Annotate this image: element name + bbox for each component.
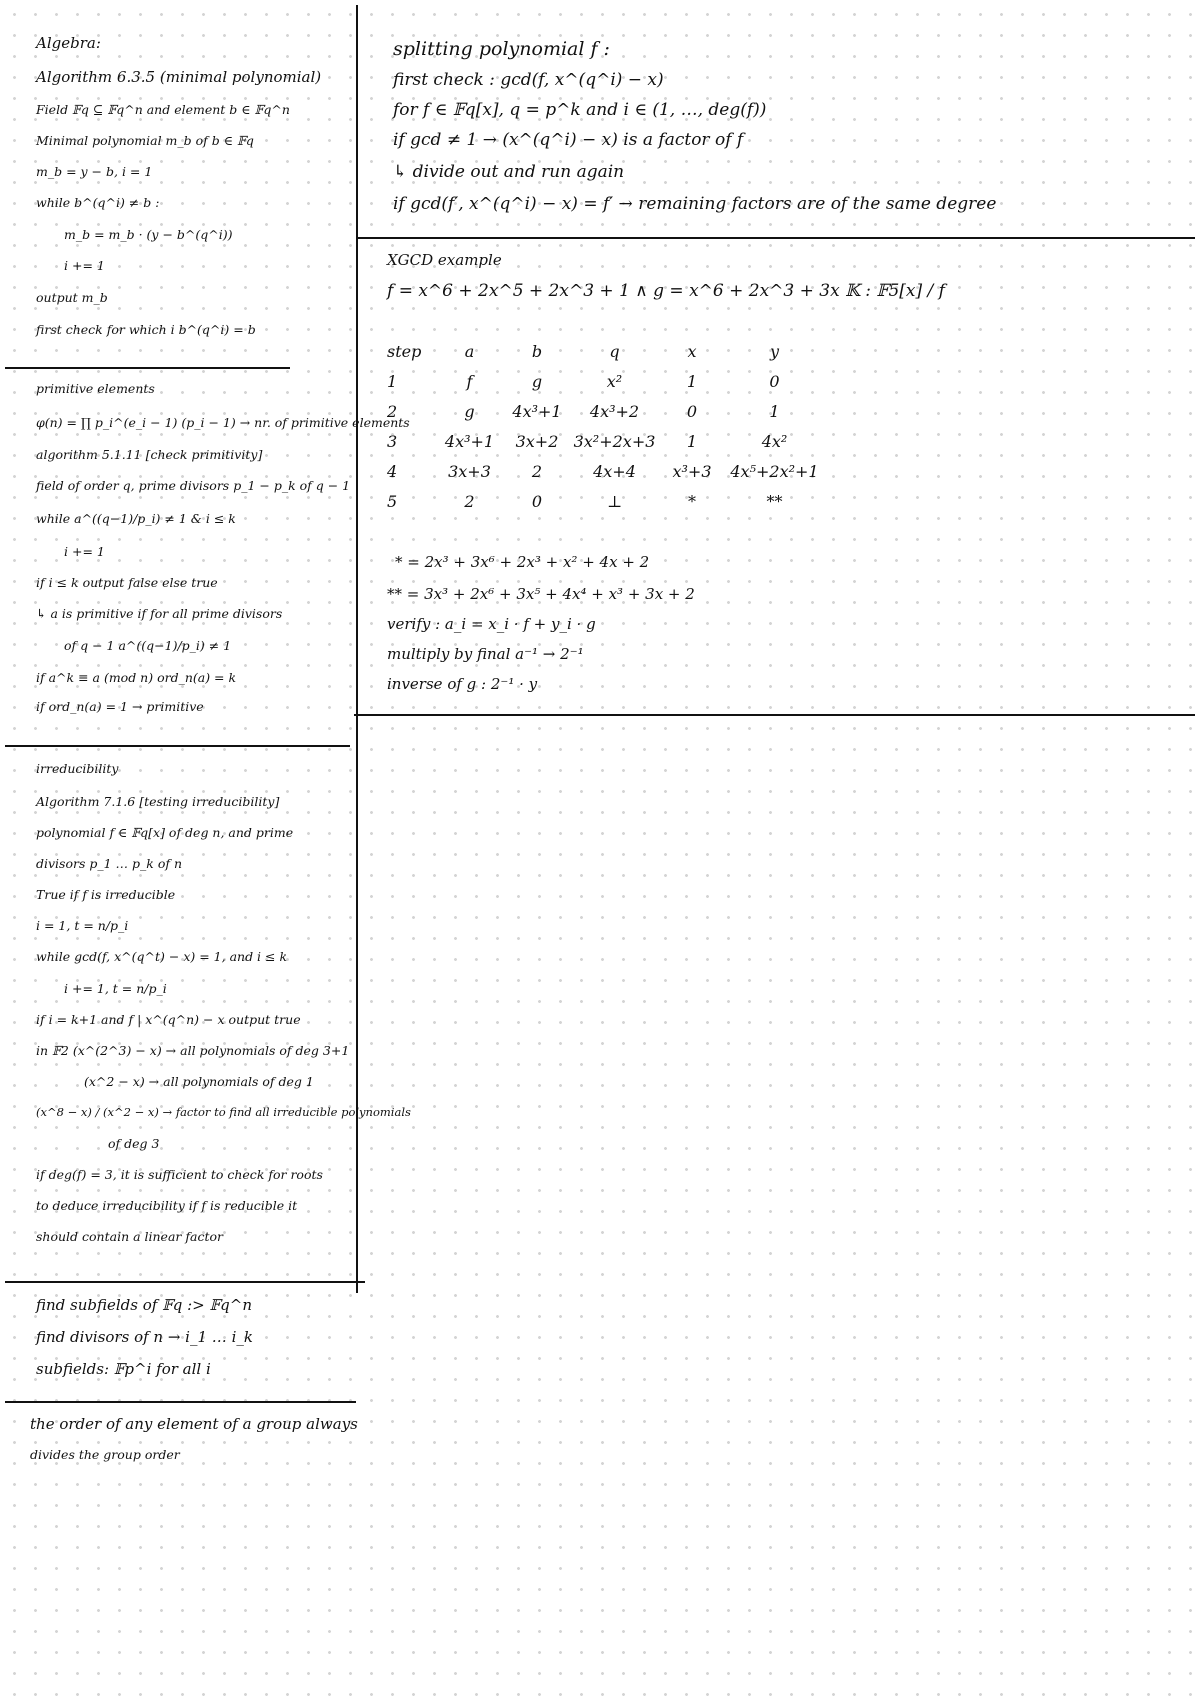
table-row [387, 396, 822, 426]
algorithm-title: Algorithm 6.3.5 (minimal polynomial) [36, 68, 322, 86]
note-line: if ord_n(a) = 1 → primitive [36, 699, 204, 714]
table-cell: 3x+3 [448, 461, 491, 481]
table-cell: 5 [387, 491, 398, 511]
table-row [387, 426, 822, 456]
note-line: inverse of g : 2⁻¹ · y [387, 675, 538, 693]
note-line: divides the group order [30, 1447, 180, 1462]
table-cell: 1 [686, 371, 698, 391]
note-line: subfields: 𝔽p^i for all i [36, 1360, 211, 1378]
algorithm-title: algorithm 5.1.11 [check primitivity] [36, 447, 263, 462]
section-heading: primitive elements [36, 381, 155, 396]
column-header: b [531, 341, 543, 361]
table-cell: 1 [769, 401, 780, 421]
primitive-elements-section [36, 381, 410, 723]
note-line: divisors p_1 … p_k of n [36, 856, 182, 871]
table-header-row [387, 336, 822, 366]
note-line: while gcd(f, x^(q^t) − x) = 1, and i ≤ k [36, 949, 288, 964]
xgcd-definition: f = x^6 + 2x^5 + 2x^3 + 1 ∧ g = x^6 + 2x^3 + 3x 𝕂 : 𝔽5[x] / f [387, 281, 945, 301]
table-cell: 2 [464, 491, 475, 511]
table-cell: 4 [387, 461, 398, 481]
divider-after-subfields [5, 1401, 356, 1403]
note-line: to deduce irreducibility if f is reducible it [36, 1198, 298, 1213]
table-cell: 0 [769, 371, 780, 391]
note-line: ↳ a is primitive if for all prime divisors [36, 606, 283, 621]
table-cell: 3x²+2x+3 [573, 431, 656, 451]
note-line: (x^2 − x) → all polynomials of deg 1 [84, 1074, 314, 1089]
note-line: of deg 3 [108, 1136, 160, 1151]
splitting-polynomial-section [393, 40, 1188, 230]
table-cell: x³+3 [672, 461, 712, 481]
table-cell: 4x² [761, 431, 788, 451]
table-cell: 4x³+2 [589, 401, 640, 421]
table-cell: g [531, 371, 543, 391]
table-cell: * [688, 491, 696, 511]
algorithm-title: Algorithm 7.1.6 [testing irreducibility] [36, 794, 280, 809]
subfields-section [36, 1298, 351, 1388]
table-cell: 2 [531, 461, 543, 481]
note-line: should contain a linear factor [36, 1229, 223, 1244]
table-cell: 1 [686, 431, 698, 451]
note-line: find subfields of 𝔽q :> 𝔽q^n [36, 1296, 252, 1314]
note-line: in 𝔽2 (x^(2^3) − x) → all polynomials of deg 3+1 [36, 1043, 350, 1058]
note-line: if gcd ≠ 1 → (x^(q^i) − x) is a factor of f [393, 130, 744, 150]
note-line: ↳ divide out and run again [393, 162, 625, 182]
note-line: the order of any element of a group always [30, 1415, 358, 1433]
column-header: y [769, 341, 780, 361]
note-line: * = 2x³ + 3x⁶ + 2x³ + x² + 4x + 2 [395, 553, 650, 571]
note-line: (x^8 − x) / (x^2 − x) → factor to find all irreducible polynomials [36, 1105, 411, 1119]
table-row [387, 366, 822, 396]
table-cell: x² [606, 371, 623, 391]
section-heading: splitting polynomial f : [393, 38, 610, 60]
minimal-polynomial-section [36, 36, 351, 356]
table-cell: 3x+2 [515, 431, 559, 451]
note-line: while a^((q−1)/p_i) ≠ 1 & i ≤ k [36, 511, 236, 526]
note-line: i += 1, t = n/p_i [64, 981, 167, 996]
xgcd-example-section [387, 253, 1187, 703]
table-cell: 4x³+1 [512, 401, 562, 421]
column-header: q [609, 341, 620, 361]
left-column-divider [356, 5, 358, 1293]
column-header: a [464, 341, 475, 361]
group-order-section [30, 1417, 360, 1477]
table-cell: 4x⁵+2x²+1 [730, 461, 819, 481]
divider-after-splitting [358, 237, 1195, 239]
note-line: if i = k+1 and f | x^(q^n) − x output true [36, 1012, 301, 1027]
note-line: for f ∈ 𝔽q[x], q = p^k and i ∈ (1, …, deg(f)) [393, 100, 767, 120]
divider-after-minimal-polynomial [5, 367, 290, 369]
table-row [387, 486, 822, 516]
table-cell: ** [766, 491, 783, 511]
section-heading: irreducibility [36, 761, 119, 776]
section-heading: XGCD example [387, 251, 502, 269]
note-line: m_b = m_b · (y − b^(q^i)) [64, 227, 233, 242]
table-cell: 0 [686, 401, 698, 421]
note-line: if a^k ≡ a (mod n) ord_n(a) = k [36, 670, 237, 685]
note-line: multiply by final a⁻¹ → 2⁻¹ [387, 645, 584, 663]
note-line: i += 1 [64, 544, 105, 559]
table-cell: 1 [387, 371, 398, 391]
divider-after-xgcd [354, 714, 1195, 716]
table-cell: f [466, 371, 473, 391]
note-line: first check for which i b^(q^i) = b [36, 322, 256, 337]
column-header: x [687, 341, 697, 361]
divider-after-primitive-elements [5, 745, 350, 747]
irreducibility-section [36, 761, 411, 1263]
note-line: Minimal polynomial m_b of b ∈ 𝔽q [36, 133, 254, 148]
table-cell: 4x+4 [593, 461, 636, 481]
note-line: find divisors of n → i_1 … i_k [36, 1328, 253, 1346]
table-row [387, 456, 822, 486]
phi-formula: φ(n) = ∏ p_i^(e_i − 1) (p_i − 1) → nr. of primitive elements [36, 415, 410, 430]
note-line: if i ≤ k output false else true [36, 575, 218, 590]
note-line: polynomial f ∈ 𝔽q[x] of deg n, and prime [36, 825, 294, 840]
table-cell: 2 [387, 401, 398, 421]
table-cell: g [464, 401, 475, 421]
note-line: of q − 1 a^((q−1)/p_i) ≠ 1 [64, 638, 232, 653]
note-line: field of order q, prime divisors p_1 − p_k of q − 1 [36, 478, 351, 493]
note-line: first check : gcd(f, x^(q^i) − x) [393, 70, 664, 90]
note-line: if deg(f) = 3, it is sufficient to check for roots [36, 1167, 323, 1182]
table-cell: 3 [387, 431, 398, 451]
divider-after-irreducibility [5, 1281, 365, 1283]
note-line: True if f is irreducible [36, 887, 176, 902]
note-line: i = 1, t = n/p_i [36, 918, 129, 933]
column-header: step [387, 341, 422, 361]
note-line: output m_b [36, 290, 108, 305]
note-line: i += 1 [64, 258, 105, 273]
note-line: while b^(q^i) ≠ b : [36, 195, 160, 210]
section-heading: Algebra: [36, 34, 101, 52]
note-line: ** = 3x³ + 2x⁶ + 3x⁵ + 4x⁴ + x³ + 3x + 2 [387, 585, 695, 603]
note-line: m_b = y − b, i = 1 [36, 164, 153, 179]
table-cell: 0 [531, 491, 543, 511]
note-line: if gcd(f′, x^(q^i) − x) = f′ → remaining factors are of the same degree [393, 194, 997, 214]
note-line: verify : a_i = x_i · f + y_i · g [387, 615, 596, 633]
table-cell: ⊥ [606, 491, 623, 511]
table-cell: 4x³+1 [444, 431, 495, 451]
xgcd-table [387, 336, 822, 516]
note-line: Field 𝔽q ⊆ 𝔽q^n and element b ∈ 𝔽q^n [36, 102, 290, 117]
